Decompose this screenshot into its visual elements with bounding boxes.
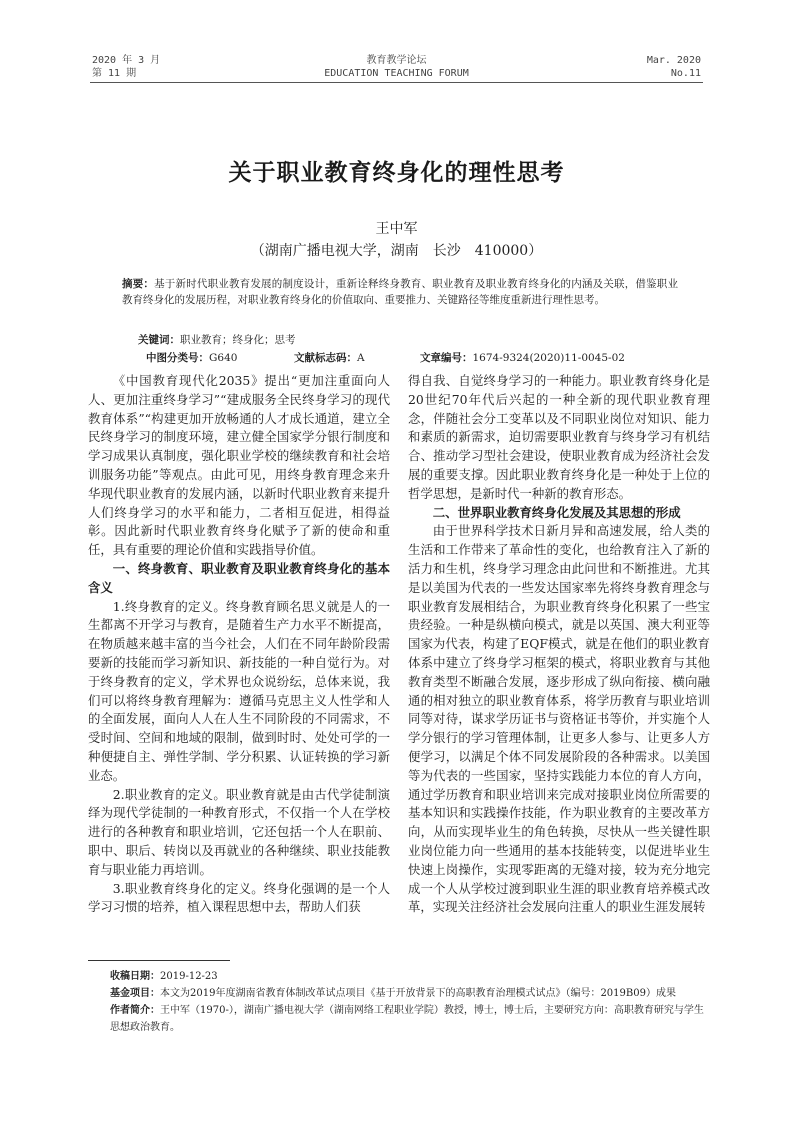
paragraph-lifelong-vocational-definition: 3.职业教育终身化的定义。终身化强调的是一个人学习习惯的培养，植入课程思想中去，帮助人们获 [88,880,390,915]
header-date: 2020 年 3 月 [92,55,161,66]
paper-title: 关于职业教育终身化的理性思考 [228,160,565,186]
header-date-en: Mar. 2020 [646,55,701,66]
article-number-label: 文章编号： [420,352,473,364]
fund-project [88,985,708,1002]
abstract-text: 基于新时代职业教育发展的制度设计，重新诠释终身教育、职业教育及职业教育终身化的内涵及关联，借鉴职业教育终身化的发展历程，对职业教育终身化的价值取向、重要推力、关键路径等维度重新进行理性思考。 [122,278,679,306]
abstract [122,276,678,308]
received-value: 2019-12-23 [160,971,218,982]
article-number [420,350,625,366]
clc-value: G640 [209,352,238,364]
fund-label: 基金项目： [110,988,160,999]
fund-value: 本文为2019年度湖南省教育体制改革试点项目《基于开放背景下的高职教育治理模式试点》（编号：2019B09）成果 [160,988,676,999]
article-number-value: 1674-9324(2020)11-0045-02 [472,352,625,364]
keywords-label: 关键词： [138,334,180,346]
received-label: 收稿日期： [110,971,160,982]
keywords-text: 职业教育；终身化；思考 [180,334,296,346]
header-issue-en: No.11 [670,68,701,79]
paragraph-vocational-definition: 2.职业教育的定义。职业教育就是由古代学徒制演绎为现代学徒制的一种教育形式，不仅指一个人在学校进行的各种教育和职业培训，它还包括一个人在职前、职中、职后、转岗以及再就业的各种继续、职业技能教育与职业能力再培训。 [88,786,390,877]
document-code [294,350,365,366]
section-heading-1: 一、终身教育、职业教育及职业教育终身化的基本含义 [88,560,390,595]
abstract-label: 摘要： [122,278,155,290]
paragraph-continued: 得自我、自觉终身学习的一种能力。职业教育终身化是20世纪70年代后兴起的一种全新的现代职业教育理念，伴随社会分工变革以及不同职业岗位对知识、能力和素质的新需求，迫切需要职业教育与终身学习有机结合、推动学习型社会建设，使职业教育成为经济社会发展的重要支撑。因此职业教育终身化是一种处于上位的哲学思想，是新时代一种新的教育形态。 [408,373,710,501]
bio-label: 作者简介： [110,1005,160,1016]
paragraph-world-development: 由于世界科学技术日新月异和高速发展，给人类的生活和工作带来了革命性的变化，也给教育注入了新的活力和生机，终身学习理念由此问世和不断推进。尤其是以美国为代表的一些发达国家率先将终身教育理念与职业教育发展相结合，为职业教育终身化积累了一些宝贵经验。一种是纵横向模式，就是以英国、澳大利亚等国家为代表，构建了EQF模式，就是在他们的职业教育体系中建立了终身学习框架的模式，将职业教育与其他教育类型不断融合发展，逐步形成了纵向衔接、横向融通的相对独立的职业教育体系，将学历教育与职业培训同等对待，谋求学历证书与资格证书等价，并实施个人学分银行的学习管理体制，让更多人参与、让更多人方便学习，以满足个体不同发展阶段的各种需求。以美国等为代表的一些国家，坚持实践能力本位的育人方向，通过学历教育和职业培训来完成对接职业岗位所需要的基本知识和实践操作技能，作为职业教育的主要改革方向，从而实现毕业生的角色转换，尽快从一些关键性职业岗位能力向一些通用的基本技能转变，以促进毕业生快速上岗操作，实现零距离的无缝对接，较为充分地完成一个人从学校过渡到职业生涯的职业教育培养模式改革，实现关注经济社会发展向注重人的职业生涯发展转 [408,523,710,915]
header-issue: 第 11 期 [92,68,137,79]
body-column-right [408,372,710,917]
section-heading-2: 二、世界职业教育终身化发展及其思想的形成 [432,504,681,520]
author-affiliation: （湖南广播电视大学，湖南 长沙 410000） [250,243,543,259]
bio-value: 王中军（1970-），湖南广播电视大学（湖南网络工程职业学院）教授，博士，博士后，主要研究方向：高职教育研究与学生思想政治教育。 [110,1005,704,1033]
body-column-left [88,372,390,917]
header-journal-en: EDUCATION TEACHING FORUM [324,68,469,79]
clc-label: 中图分类号： [146,352,209,364]
intro-paragraph: 《中国教育现代化2035》提出“更加注重面向人人、更加注重终身学习”“建成服务全民终身学习的现代教育体系”“构建更加开放畅通的人才成长通道，建立全民终身学习的制度环境，建立健全国家学分银行制度和学习成果认真制度，强化职业学校的继续教育和社会培训服务功能”等观点。由此可见，用终身教育理念来升华现代职业教育的发展内涵，以新时代职业教育来提升人们终身学习的水平和能力，二者相互促进，相得益彰。因此新时代职业教育终身化赋予了新的使命和重任，具有重要的理论价值和实践指导价值。 [88,373,390,558]
clc-number [146,350,237,366]
footnote-divider [88,960,230,961]
header-journal-cn: 教育教学论坛 [366,55,427,66]
issue-date-header-en [647,54,701,80]
header-divider [90,82,703,83]
author-bio [88,1002,708,1036]
received-date [88,968,708,985]
footnotes [88,968,708,1036]
doc-code-label: 文献标志码： [294,352,357,364]
doc-code-value: A [357,352,365,364]
author-name: 王中军 [375,221,418,237]
keywords [138,332,678,348]
paragraph-lifelong-definition: 1.终身教育的定义。终身教育顾名思义就是人的一生都离不开学习与教育，是随着生产力水平不断提高，在物质越来越丰富的当今社会，人们在不同年龄阶段需要新的技能而学习新知识、新技能的一种自觉行为。对于终身教育的定义，学术界也众说纷纭，总体来说，我们可以将终身教育理解为：遵循马克思主义人性学和人的全面发展，面向人人在人生不同阶段的不同需求，不受时间、空间和地域的限制，做到时时、处处可学的一种便捷自主、弹性学制、学分积累、认证转换的学习新业态。 [88,598,390,783]
